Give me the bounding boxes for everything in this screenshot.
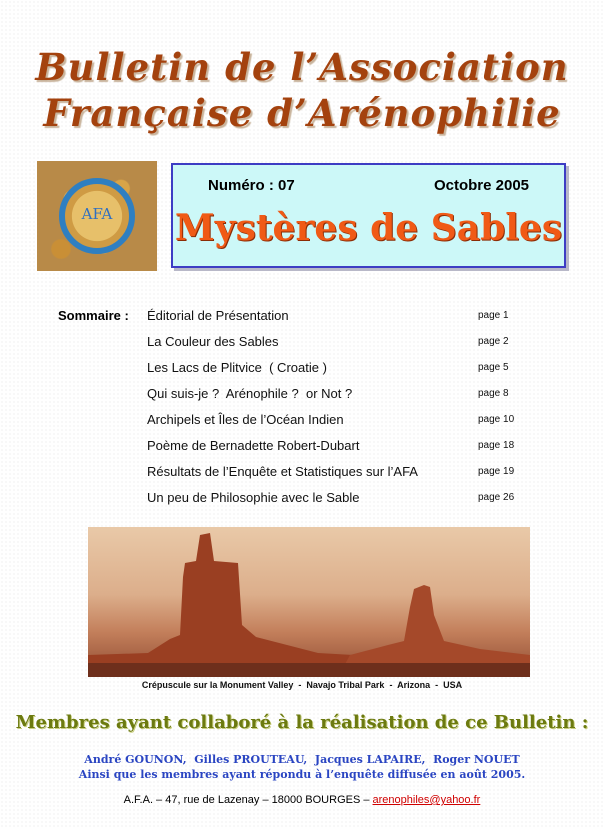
bulletin-title-line-1: Bulletin de l’Association (35, 45, 569, 89)
left-butte (88, 533, 388, 677)
toc-item (147, 464, 527, 490)
afa-logo (37, 161, 157, 271)
toc-item-page: page 5 (478, 362, 509, 373)
toc-item (147, 308, 527, 334)
toc-item (147, 360, 527, 386)
photo-caption: Crépuscule sur la Monument Valley - Navajo Tribal Park - Arizona - USA (141, 680, 463, 690)
logo-text: AFA (81, 205, 113, 223)
toc-item (147, 386, 527, 412)
issue-headline: Mystères de Sables (174, 207, 563, 249)
toc-item-page: page 1 (478, 310, 509, 321)
address-line (0, 794, 604, 806)
buttes-illustration (88, 527, 530, 677)
toc-item-title: La Couleur des Sables (147, 334, 279, 349)
toc-item-title: Qui suis-je ? Arénophile ? or Not ? (147, 386, 353, 401)
email-link[interactable]: arenophiles@yahoo.fr (372, 794, 481, 806)
toc-item-page: page 8 (478, 388, 509, 399)
toc-item-page: page 18 (478, 440, 515, 451)
valley-floor (88, 663, 530, 677)
contributors (0, 752, 604, 782)
bulletin-title-line-2: Française d’Arénophilie (43, 91, 561, 135)
members-heading: Membres ayant collaboré à la réalisation de ce Bulletin : (15, 712, 589, 733)
toc-item (147, 438, 527, 464)
monument-valley-photo (88, 527, 530, 677)
issue-date: Octobre 2005 (433, 177, 529, 194)
toc-item-page: page 26 (478, 492, 515, 503)
toc-label: Sommaire : (58, 308, 129, 323)
issue-number: Numéro : 07 (208, 177, 295, 194)
toc-item (147, 412, 527, 438)
toc-item-title: Archipels et Îles de l’Océan Indien (147, 412, 344, 427)
table-of-contents (147, 308, 527, 516)
toc-item-title: Résultats de l’Enquête et Statistiques sur l’AFA (147, 464, 418, 479)
contributor-names: André GOUNON, Gilles PROUTEAU, Jacques LAPAIRE, Roger NOUET (84, 753, 520, 766)
toc-item-page: page 19 (478, 466, 515, 477)
toc-item-title: Poème de Bernadette Robert-Dubart (147, 438, 360, 453)
toc-item-page: page 10 (478, 414, 515, 425)
postal-address: A.F.A. – 47, rue de Lazenay – 18000 BOURGES – (123, 794, 373, 806)
toc-item-page: page 2 (478, 336, 509, 347)
toc-item (147, 490, 527, 516)
issue-info-box (171, 163, 566, 268)
survey-note: Ainsi que les membres ayant répondu à l’enquête diffusée en août 2005. (78, 768, 526, 781)
toc-item-title: Les Lacs de Plitvice ( Croatie ) (147, 360, 327, 375)
toc-item (147, 334, 527, 360)
toc-item-title: Un peu de Philosophie avec le Sable (147, 490, 360, 505)
toc-item-title: Éditorial de Présentation (147, 308, 289, 323)
